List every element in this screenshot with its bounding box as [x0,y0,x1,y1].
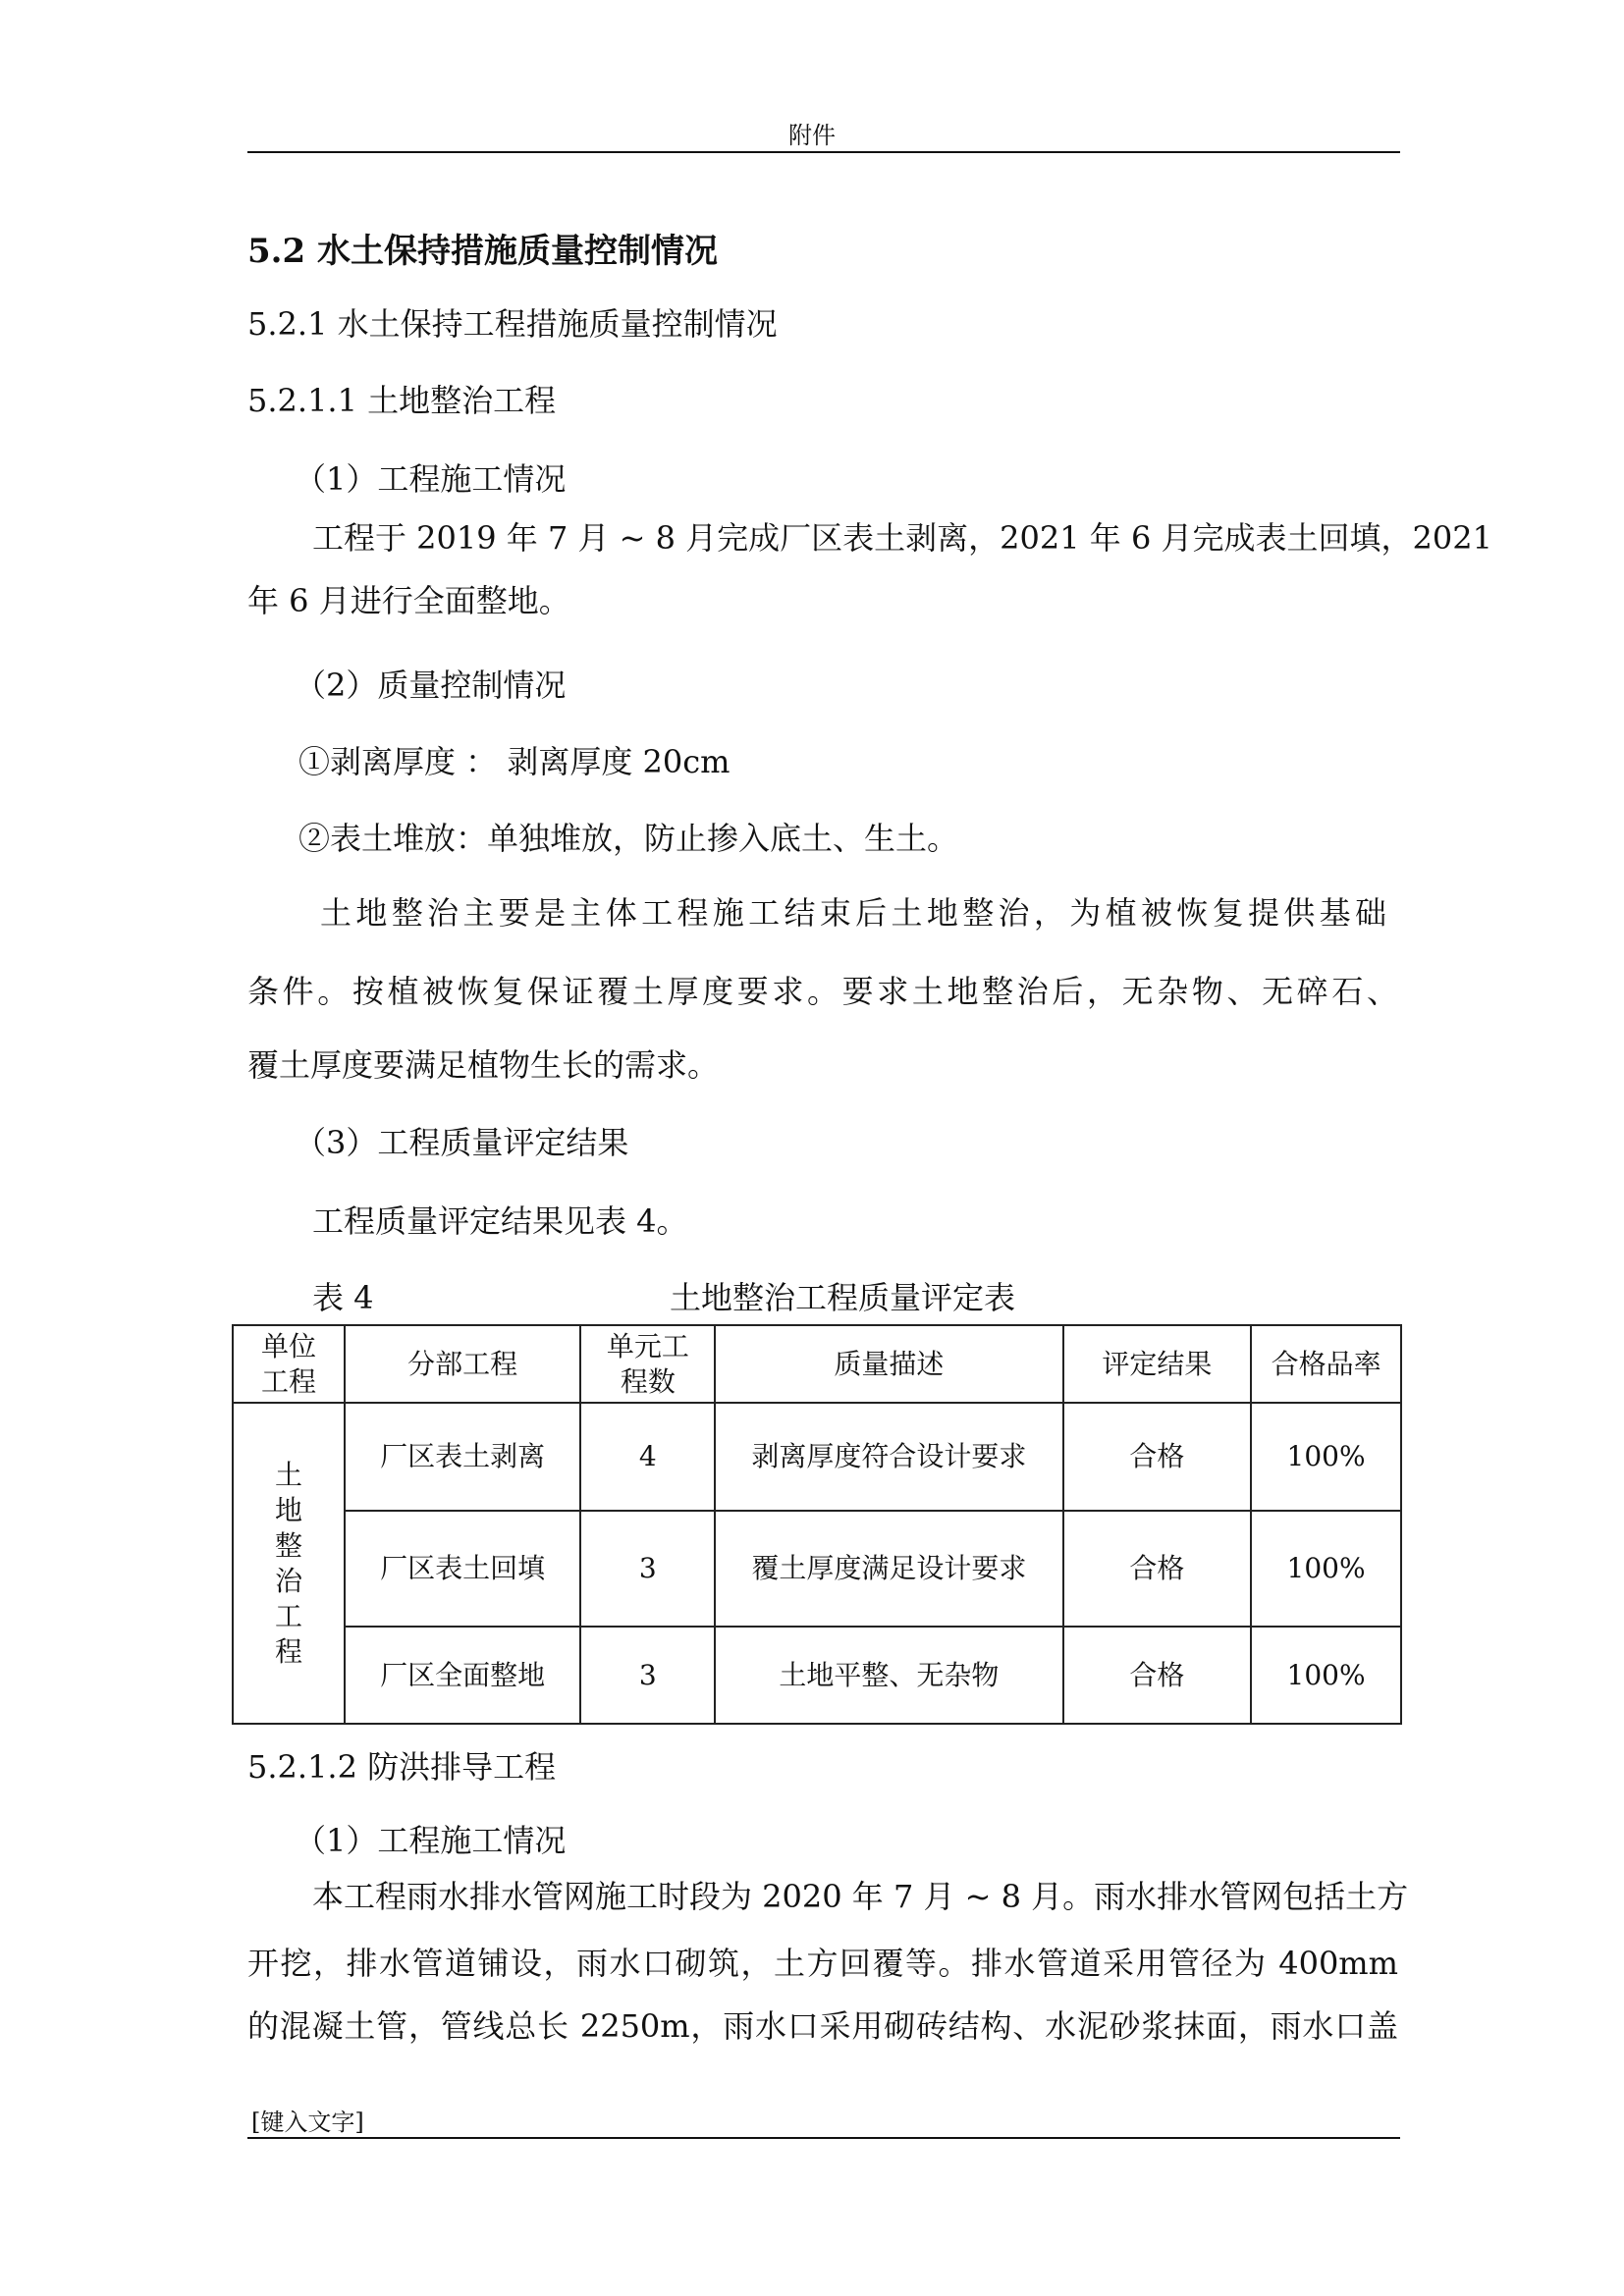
paragraph-line: 年 6 月进行全面整地。 [247,582,570,619]
paragraph-line: 条件。按植被恢复保证覆土厚度要求。要求土地整治后，无杂物、无碎石、 [247,973,1398,1010]
result-cell: 合格 [1063,1511,1252,1627]
page-header-title: 附件 [788,122,836,149]
paragraph-line: 本工程雨水排水管网施工时段为 2020 年 7 月 ~ 8 月。雨水排水管网包括土方 [312,1878,1409,1915]
header-cell: 评定结果 [1063,1325,1252,1403]
table-header-row [233,1325,1401,1403]
count-cell: 3 [580,1511,715,1627]
paragraph-line: 的混凝土管，管线总长 2250m，雨水口采用砌砖结构、水泥砂浆抹面，雨水口盖 [247,2007,1398,2045]
header-cell: 单位工程 [233,1325,345,1403]
part-cell: 厂区表土回填 [345,1511,580,1627]
table-row [233,1511,1401,1627]
section-heading-5-2: 5.2 水土保持措施质量控制情况 [247,232,718,271]
section-heading-5-2-1-1: 5.2.1.1 土地整治工程 [247,382,557,419]
paragraph-line: 土地整治主要是主体工程施工结束后土地整治，为植被恢复提供基础 [320,894,1386,932]
result-cell: 合格 [1063,1627,1252,1724]
header-cell: 质量描述 [715,1325,1062,1403]
header-cell: 单元工程数 [580,1325,715,1403]
count-cell: 3 [580,1627,715,1724]
rate-cell: 100% [1251,1511,1401,1627]
header-cell: 分部工程 [345,1325,580,1403]
header-cell: 合格品率 [1251,1325,1401,1403]
header-rule [247,151,1400,153]
paragraph-line: 覆土厚度要满足植物生长的需求。 [247,1046,720,1084]
footer-text: [键入文字] [251,2109,364,2136]
paragraph-line: 工程于 2019 年 7 月 ~ 8 月完成厂区表土剥离，2021 年 6 月完成表土回填，2021 [312,519,1492,557]
list-item: ①剥离厚度 ： 剥离厚度 20cm [298,743,731,780]
subsection-title: （3）工程质量评定结果 [295,1124,629,1161]
count-cell: 4 [580,1403,715,1511]
table-number: 表 4 [312,1279,374,1316]
part-cell: 厂区表土剥离 [345,1403,580,1511]
subsection-title: （1）工程施工情况 [295,460,567,498]
desc-cell: 剥离厚度符合设计要求 [715,1403,1062,1511]
desc-cell: 覆土厚度满足设计要求 [715,1511,1062,1627]
subsection-title: （2）质量控制情况 [295,667,567,704]
part-cell: 厂区全面整地 [345,1627,580,1724]
section-heading-5-2-1: 5.2.1 水土保持工程措施质量控制情况 [247,305,778,343]
table-row [233,1403,1401,1511]
subsection-title: （1）工程施工情况 [295,1822,567,1859]
result-cell: 合格 [1063,1403,1252,1511]
paragraph-line: 开挖，排水管道铺设，雨水口砌筑，土方回覆等。排水管道采用管径为 400mm [247,1945,1398,1982]
table-row [233,1627,1401,1724]
paragraph-line: 工程质量评定结果见表 4。 [312,1202,688,1240]
list-item: ②表土堆放：单独堆放，防止掺入底土、生土。 [298,820,959,857]
rate-cell: 100% [1251,1403,1401,1511]
section-heading-5-2-1-2: 5.2.1.2 防洪排导工程 [247,1748,557,1786]
quality-assessment-table [232,1324,1402,1725]
rate-cell: 100% [1251,1627,1401,1724]
desc-cell: 土地平整、无杂物 [715,1627,1062,1724]
table-caption: 土地整治工程质量评定表 [670,1279,1016,1316]
unit-cell: 土地整治工程 [233,1403,345,1724]
footer-rule [247,2137,1400,2139]
